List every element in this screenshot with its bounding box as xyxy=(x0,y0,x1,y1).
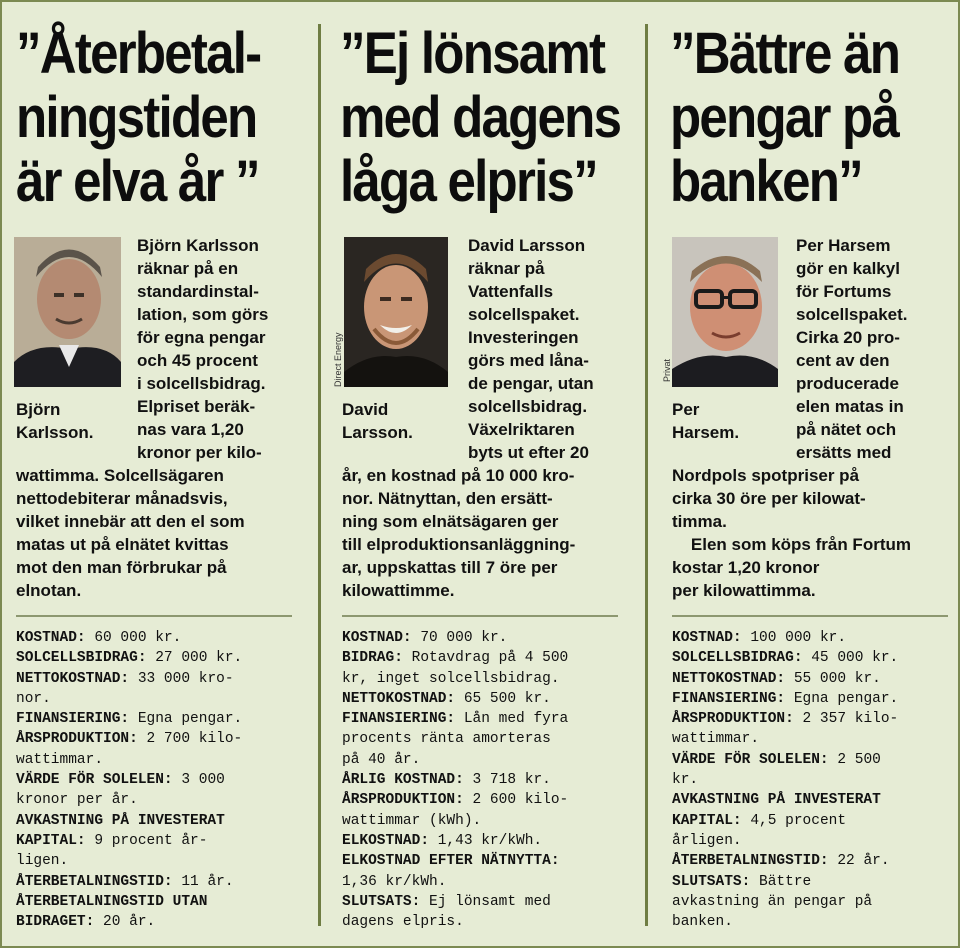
fact-value: 70 000 kr. xyxy=(411,630,508,646)
fact-label: SOLCELLSBIDRAG: xyxy=(672,650,803,667)
fact-row xyxy=(672,628,898,648)
column-david-larsson xyxy=(320,2,648,946)
fact-value: 33 000 kro- xyxy=(129,670,234,687)
fact-row xyxy=(672,750,898,770)
fact-value: wattimmar. xyxy=(672,731,760,748)
fact-row xyxy=(16,750,242,770)
fact-value: 2 500 xyxy=(828,751,881,768)
portrait-per-harsem-icon xyxy=(672,237,778,387)
fact-row xyxy=(16,648,242,668)
fact-row xyxy=(672,770,898,790)
portrait-bjorn-karlsson-icon xyxy=(14,237,121,387)
fact-row xyxy=(342,628,568,648)
fact-row xyxy=(16,628,242,648)
fact-row xyxy=(16,831,242,851)
fact-label: BIDRAG: xyxy=(342,650,403,667)
fact-row xyxy=(342,750,568,770)
fact-row xyxy=(672,811,898,831)
fact-value: 22 år. xyxy=(828,853,890,870)
photo-credit: Direct Energy xyxy=(333,332,343,387)
fact-label: ÅRSPRODUKTION: xyxy=(16,731,138,748)
fact-value: 20 år. xyxy=(94,914,156,931)
fact-row xyxy=(16,689,242,709)
fact-value: wattimmar. xyxy=(16,751,104,768)
fact-value: Rotavdrag på 4 500 xyxy=(402,650,569,667)
fact-row xyxy=(16,790,242,810)
fact-row xyxy=(672,831,898,851)
fact-row xyxy=(672,872,898,892)
fact-value: 65 500 kr. xyxy=(455,690,551,707)
fact-value: 2 357 kilo- xyxy=(793,711,899,728)
fact-row xyxy=(16,892,242,912)
fact-box xyxy=(672,628,898,932)
fact-label: KAPITAL: xyxy=(16,832,86,849)
body-text-bottom: år, en kostnad på 10 000 kro- nor. Nätnyttan, den ersätt- ning som elnätsägaren ger till elproduktionsanläggning- ar, uppskattas till 7 öre per kilowattimme. xyxy=(342,466,576,600)
fact-label: SOLCELLSBIDRAG: xyxy=(16,650,147,667)
fact-row xyxy=(672,709,898,729)
fact-value: 4,5 procent xyxy=(741,812,847,829)
fact-box xyxy=(16,628,242,932)
fact-row xyxy=(16,729,242,749)
fact-label: FINANSIERING: xyxy=(16,711,130,728)
headline: ”Bättre än pengar på banken” xyxy=(670,21,900,214)
fact-value: procents ränta amorteras xyxy=(342,731,551,748)
body-text-top: Per Harsem gör en kalkyl för Fortums solcellspaket. Cirka 20 pro- cent av den producerade elen matas in på nätet och ersätts med xyxy=(796,236,908,462)
fact-label: NETTOKOSTNAD: xyxy=(342,690,456,707)
fact-value: Egna pengar. xyxy=(129,711,243,728)
divider xyxy=(672,615,948,617)
fact-label: FINANSIERING: xyxy=(672,690,786,707)
fact-row xyxy=(342,811,568,831)
column-per-harsem xyxy=(648,2,960,946)
fact-value: avkastning än pengar på xyxy=(672,893,873,910)
fact-value: på 40 år. xyxy=(342,751,421,768)
fact-row xyxy=(342,770,568,790)
fact-label: ÅRLIG KOSTNAD: xyxy=(342,772,464,789)
fact-label: BIDRAGET: xyxy=(16,914,95,931)
fact-value: Ej lönsamt med xyxy=(420,893,551,910)
fact-row xyxy=(672,689,898,709)
fact-value: Lån med fyra xyxy=(455,711,569,728)
fact-label: ELKOSTNAD EFTER NÄTNYTTA: xyxy=(342,853,560,870)
photo-caption: Per Harsem. xyxy=(672,400,740,442)
fact-value: kronor per år. xyxy=(16,792,138,809)
fact-value: årligen. xyxy=(672,832,742,849)
fact-row xyxy=(342,669,568,689)
fact-value: 3 718 kr. xyxy=(463,772,551,789)
divider xyxy=(342,615,618,617)
body-text-bottom: Nordpols spotpriser på cirka 30 öre per kilowat- timma. Elen som köps från Fortum kostar 1,20 kronor per kilowattimma. xyxy=(672,466,911,600)
fact-value: 1,43 kr/kWh. xyxy=(429,832,543,849)
headline: ”Återbetal- ningstiden är elva år ” xyxy=(16,21,261,214)
fact-label: ÅRSPRODUKTION: xyxy=(672,711,794,728)
fact-label: AVKASTNING PÅ INVESTERAT xyxy=(672,792,881,809)
fact-row xyxy=(342,709,568,729)
photo-caption: Björn Karlsson. xyxy=(16,400,94,442)
fact-value: banken. xyxy=(672,914,733,931)
fact-label: NETTOKOSTNAD: xyxy=(672,670,786,687)
fact-row xyxy=(342,689,568,709)
fact-label: ELKOSTNAD: xyxy=(342,832,430,849)
fact-label: NETTOKOSTNAD: xyxy=(16,670,130,687)
fact-row xyxy=(342,892,568,912)
fact-value: 2 600 kilo- xyxy=(463,792,569,809)
fact-label: ÅTERBETALNINGSTID: xyxy=(16,873,173,890)
fact-value: Egna pengar. xyxy=(785,690,899,707)
fact-row xyxy=(342,729,568,749)
fact-row xyxy=(342,851,568,871)
fact-value: 27 000 kr. xyxy=(146,650,243,667)
portrait-photo xyxy=(14,237,121,387)
body-text-top: David Larsson räknar på Vattenfalls solcellspaket. Investeringen görs med låna- de pengar, utan solcellsbidrag. Växelriktaren byts ut efter 20 xyxy=(468,236,594,462)
fact-row xyxy=(672,912,898,932)
fact-row xyxy=(342,912,568,932)
fact-row xyxy=(16,811,242,831)
headline: ”Ej lönsamt med dagens låga elpris” xyxy=(340,21,621,214)
fact-box xyxy=(342,628,568,932)
fact-row xyxy=(16,669,242,689)
fact-row xyxy=(672,892,898,912)
fact-row xyxy=(342,790,568,810)
fact-label: KOSTNAD: xyxy=(342,630,412,646)
fact-label: ÅTERBETALNINGSTID: xyxy=(672,853,829,870)
fact-row xyxy=(342,648,568,668)
fact-label: FINANSIERING: xyxy=(342,711,456,728)
fact-value: 9 procent år- xyxy=(85,832,208,849)
fact-label: KAPITAL: xyxy=(672,812,742,829)
portrait-photo xyxy=(344,237,448,387)
fact-label: ÅRSPRODUKTION: xyxy=(342,792,464,809)
fact-row xyxy=(672,648,898,668)
fact-row xyxy=(16,709,242,729)
fact-row xyxy=(342,872,568,892)
portrait-photo xyxy=(672,237,778,387)
fact-label: KOSTNAD: xyxy=(672,630,742,646)
photo-caption: David Larsson. xyxy=(342,400,413,442)
fact-value: dagens elpris. xyxy=(342,914,464,931)
column-bjorn-karlsson xyxy=(2,2,320,946)
fact-label: KOSTNAD: xyxy=(16,630,86,646)
fact-value: wattimmar (kWh). xyxy=(342,812,482,829)
fact-row xyxy=(16,912,242,932)
fact-label: VÄRDE FÖR SOLELEN: xyxy=(16,772,173,789)
fact-value: 60 000 kr. xyxy=(85,630,182,646)
fact-row xyxy=(16,872,242,892)
divider xyxy=(16,615,292,617)
fact-value: ligen. xyxy=(16,853,69,870)
fact-label: SLUTSATS: xyxy=(342,893,421,910)
fact-value: 45 000 kr. xyxy=(802,650,899,667)
fact-value: kr, inget solcellsbidrag. xyxy=(342,670,560,687)
fact-row xyxy=(342,831,568,851)
fact-value: 3 000 xyxy=(172,772,225,789)
portrait-david-larsson-icon xyxy=(344,237,448,387)
fact-value: Bättre xyxy=(750,873,812,890)
fact-label: VÄRDE FÖR SOLELEN: xyxy=(672,751,829,768)
fact-value: 11 år. xyxy=(172,873,234,890)
photo-credit: Privat xyxy=(662,358,672,382)
fact-label: AVKASTNING PÅ INVESTERAT xyxy=(16,812,225,829)
fact-row xyxy=(672,729,898,749)
fact-value: 2 700 kilo- xyxy=(137,731,243,748)
fact-row xyxy=(672,669,898,689)
fact-value: nor. xyxy=(16,690,51,707)
fact-value: 55 000 kr. xyxy=(785,670,881,687)
fact-value: kr. xyxy=(672,772,699,789)
fact-row xyxy=(16,770,242,790)
fact-value: 100 000 kr. xyxy=(741,630,847,646)
fact-row xyxy=(16,851,242,871)
fact-label: SLUTSATS: xyxy=(672,873,751,890)
fact-row xyxy=(672,790,898,810)
fact-value: 1,36 kr/kWh. xyxy=(342,873,447,890)
fact-label: ÅTERBETALNINGSTID UTAN xyxy=(16,893,208,910)
body-text-bottom: wattimma. Solcellsägaren nettodebiterar månadsvis, vilket innebär att den el som matas ut på elnätet kvittas mot den man förbrukar på elnotan. xyxy=(16,466,245,600)
fact-row xyxy=(672,851,898,871)
body-text-top: Björn Karlsson räknar på en standardinstal- lation, som görs för egna pengar och 45 procent i solcellsbidrag. Elpriset beräk- nas vara 1,20 kronor per kilo- xyxy=(137,236,269,462)
